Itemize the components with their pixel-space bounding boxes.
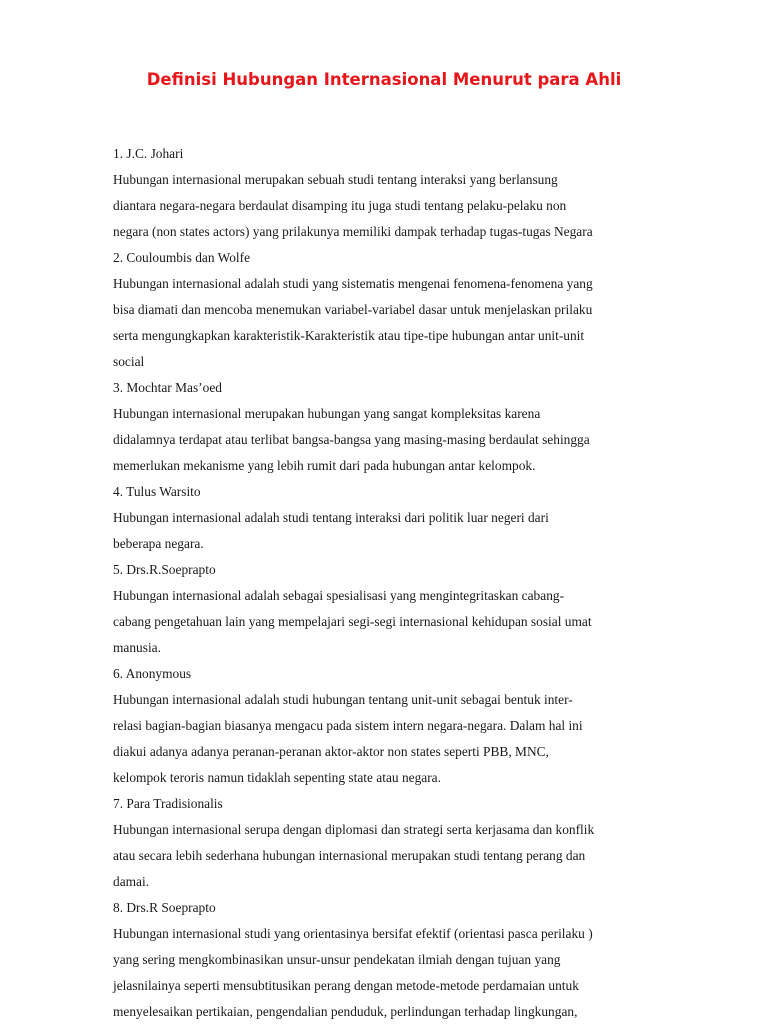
text-line: beberapa negara. [113,536,204,551]
text-line: Hubungan internasional adalah studi hubungan tentang unit-unit sebagai bentuk inter- [113,692,573,707]
heading-couloumbis-wolfe: 2. Couloumbis dan Wolfe [113,250,251,265]
heading-soeprapto-1: 5. Drs.R.Soeprapto [113,562,216,577]
text-line: Hubungan internasional merupakan hubungan yang sangat kompleksitas karena [113,406,541,421]
text-line: Hubungan internasional merupakan sebuah studi tentang interaksi yang berlansung [113,172,558,187]
text-line: damai. [113,874,150,889]
text-line: diantara negara-negara berdaulat disamping itu juga studi tentang pelaku-pelaku non [113,198,567,213]
document-body [113,141,673,1024]
text-line: serta mengungkapkan karakteristik-Karakteristik atau tipe-tipe hubungan antar unit-unit [113,328,585,343]
text-line: diakui adanya adanya peranan-peranan aktor-aktor non states seperti PBB, MNC, [113,744,549,759]
text-line: menyelesaikan pertikaian, pengendalian penduduk, perlindungan terhadap lingkungan, [113,1004,578,1019]
heading-johari: 1. J.C. Johari [113,146,184,161]
heading-para-tradisionalis: 7. Para Tradisionalis [113,796,223,811]
text-line: bisa diamati dan mencoba menemukan variabel-variabel dasar untuk menjelaskan prilaku [113,302,593,317]
text-line: social [113,354,145,369]
text-line: kelompok teroris namun tidaklah sepenting state atau negara. [113,770,441,785]
text-line: Hubungan internasional serupa dengan diplomasi dan strategi serta kerjasama dan konflik [113,822,595,837]
text-line: manusia. [113,640,161,655]
heading-anonymous: 6. Anonymous [113,666,192,681]
text-line: cabang pengetahuan lain yang mempelajari segi-segi internasional kehidupan sosial umat [113,614,592,629]
text-line: jelasnilainya seperti mensubtitusikan perang dengan metode-metode perdamaian untuk [113,978,579,993]
text-line: Hubungan internasional adalah sebagai spesialisasi yang mengintegritaskan cabang- [113,588,565,603]
heading-soeprapto-2: 8. Drs.R Soeprapto [113,900,216,915]
text-line: yang sering mengkombinasikan unsur-unsur pendekatan ilmiah dengan tujuan yang [113,952,561,967]
text-line: memerlukan mekanisme yang lebih rumit dari pada hubungan antar kelompok. [113,458,536,473]
text-line: Hubungan internasional adalah studi yang sistematis mengenai fenomena-fenomena yang [113,276,593,291]
text-line: Hubungan internasional studi yang orientasinya bersifat efektif (orientasi pasca perilaku ) [113,926,593,941]
text-line: Hubungan internasional adalah studi tentang interaksi dari politik luar negeri dari [113,510,549,525]
page-title: Definisi Hubungan Internasional Menurut para Ahli [146,70,622,89]
text-line: relasi bagian-bagian biasanya mengacu pada sistem intern negara-negara. Dalam hal ini [113,718,583,733]
heading-tulus-warsito: 4. Tulus Warsito [113,484,201,499]
text-line: negara (non states actors) yang prilakunya memiliki dampak terhadap tugas-tugas Negara [113,224,593,239]
heading-mochtar-masoed: 3. Mochtar Mas’oed [113,380,222,395]
text-line: didalamnya terdapat atau terlibat bangsa-bangsa yang masing-masing berdaulat sehingga [113,432,590,447]
text-line: atau secara lebih sederhana hubungan internasional merupakan studi tentang perang dan [113,848,586,863]
